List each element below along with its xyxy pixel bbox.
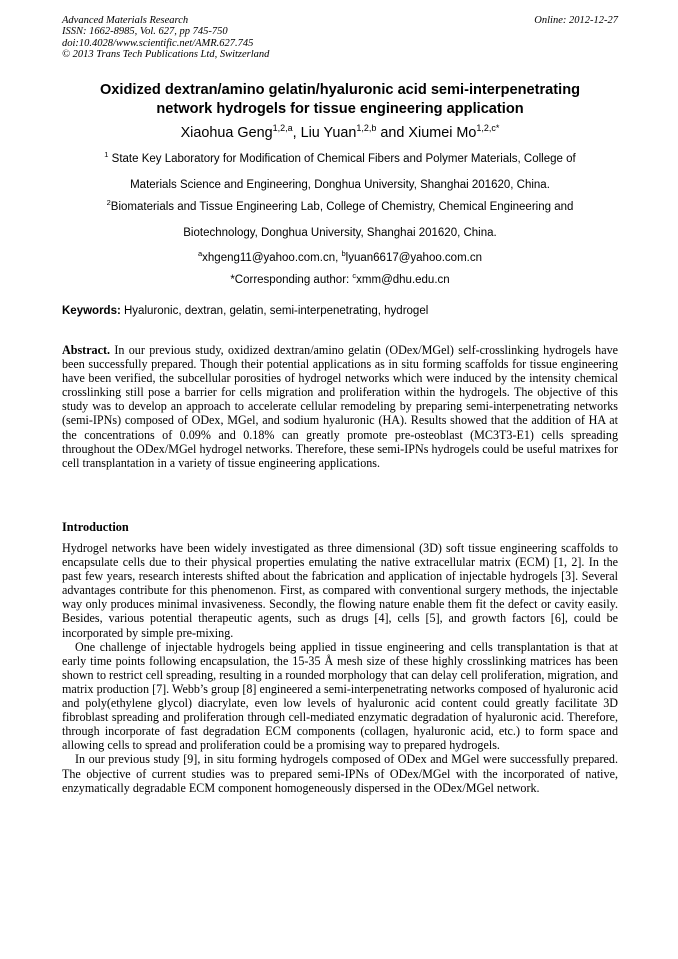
email-address: lyuan6617@yahoo.com.cn	[345, 252, 482, 264]
journal-copyright: © 2013 Trans Tech Publications Ltd, Switzerland	[62, 49, 270, 61]
affiliation-2-line-2: Biotechnology, Donghua University, Shanghai 201620, China.	[183, 227, 497, 239]
author-affiliation-mark: 1,2,a	[272, 123, 293, 133]
corresponding-label: *Corresponding author:	[230, 274, 353, 286]
affiliation-2	[62, 194, 618, 246]
affiliation-1-mark: 1	[104, 150, 109, 159]
email-mark: c	[352, 271, 357, 280]
author-name: Xiaohua Geng	[180, 125, 273, 141]
author-separator: and	[376, 125, 409, 141]
abstract-paragraph	[62, 343, 618, 470]
affiliation-1-line-2: Materials Science and Engineering, Donghua University, Shanghai 201620, China.	[130, 179, 550, 191]
email-line	[62, 247, 618, 269]
introduction-section	[62, 541, 618, 795]
affiliation-2-mark: 2	[106, 198, 111, 207]
abstract-section	[62, 343, 618, 470]
online-date: Online: 2012-12-27	[534, 15, 618, 26]
intro-paragraph-2: One challenge of injectable hydrogels being applied in tissue engineering and cells transplantation is that at early time points following encapsulation, the 15-35 Å mesh size of these highly crosslinking matrices has been shown to restrict cell spreading, resulting in a rounded morphology that can delay cell proliferation, migration, and matrix production [7]. Webb’s group [8] engineered a semi-interpenetrating networks composed of hyaluronic acid and poly(ethylene glycol) diacrylate, even low levels of hyaluronic acid content could greatly facilitate 3D fibroblast spreading and proliferation through cell-mediated enzymatic degradation of hyaluronic acid. Therefore, through incorporate of fast degradation ECM components (collagen, hyaluronic acid, etc.) to form space and allowing cells to spread and proliferation could be a promising way to prepared hydrogels.	[62, 639, 618, 753]
keywords	[62, 302, 618, 320]
author-emails	[62, 247, 618, 291]
section-heading-introduction: Introduction	[62, 520, 129, 534]
email-mark: b	[341, 249, 346, 258]
paper-title	[62, 81, 618, 119]
title-line-2: network hydrogels for tissue engineering application	[156, 101, 524, 117]
intro-paragraph-1: Hydrogel networks have been widely investigated as three dimensional (3D) soft tissue engineering scaffolds to encapsulate cells due to their physical properties emulating the native extracellular matrix (ECM) [1, 2]. In the past few years, research interests shifted about the fabrication and application of injectable hydrogels [3]. Several advantages contribute for this phenomenon. First, as compared with conventional surgery methods, the injectable way only produces minimal invasiveness. Secondly, the flowing nature enable them fit the defect or cavity easily. Besides, various potential therapeutic agents, such as drugs [4], cells [5], and growth factors [6], could be incorporated by simple pre-mixing.	[62, 541, 618, 640]
affiliation-1-line-1: $^1$ State Key Laboratory for Modification of Chemical Fibers and Polymer Materials, College of	[104, 150, 576, 165]
keywords-text: Hyaluronic, dextran, gelatin, semi-interpenetrating, hydrogel	[120, 305, 429, 317]
corresponding-author-line	[62, 269, 618, 291]
journal-doi: doi:10.4028/www.scientific.net/AMR.627.745	[62, 37, 254, 49]
author-affiliation-mark: 1,2,b	[356, 123, 377, 133]
intro-paragraph-3: In our previous study [9], in situ forming hydrogels composed of ODex and MGel were successfully prepared. The objective of current studies was to prepared semi-IPNs of ODex/MGel with the incorporated of native, enzymatically degradable ECM component homogeneously dispersed in the ODex/MGel network.	[62, 752, 618, 795]
email-address: xmm@dhu.edu.cn	[356, 274, 450, 286]
journal-issn: ISSN: 1662-8985, Vol. 627, pp 745-750	[62, 26, 228, 38]
affiliation-2-line-1: $^2$Biomaterials and Tissue Engineering Lab, College of Chemistry, Chemical Engineering and	[106, 198, 574, 213]
author-separator: ,	[292, 125, 301, 141]
email-mark: a	[197, 249, 203, 258]
affiliation-1	[62, 146, 618, 198]
author-list	[62, 123, 618, 143]
title-line-1: Oxidized dextran/amino gelatin/hyaluronic acid semi-interpenetrating	[99, 82, 581, 98]
author-name: Liu Yuan	[300, 125, 357, 141]
keywords-label: Keywords:	[62, 305, 121, 317]
journal-name: Advanced Materials Research	[62, 15, 189, 26]
email-address: xhgeng11@yahoo.com.cn,	[202, 252, 342, 264]
journal-header	[62, 15, 618, 61]
author-name: Xiumei Mo	[408, 125, 477, 141]
abstract-label: Abstract.	[62, 343, 111, 357]
abstract-text: In our previous study, oxidized dextran/amino gelatin (ODex/MGel) self-crosslinking hydrogels have been successfully prepared. Though their potential applications as in situ forming scaffolds for tissue engineering have been verified, the subcellular porosities of hydrogel networks which were induced by the intensity chemical crosslinking still pose a barrier for cells migration and proliferation within the hydrogels. The objective of this study was to develop an approach to accelerate cellular remodeling by preparing semi-interpenetrating networks (semi-IPNs) composed of ODex, MGel, and sodium hyaluronic (HA). Results showed that the addition of HA at the concentrations of 0.09% and 0.18% can greatly promote pre-osteoblast (MC3T3-E1) cells spreading throughout the ODex/MGel hydrogel networks. Therefore, these semi-IPNs hydrogels could be useful matrixes for cell transplantation in a variety of tissue engineering applications.	[62, 343, 618, 470]
author-affiliation-mark: 1,2,c*	[476, 123, 500, 133]
